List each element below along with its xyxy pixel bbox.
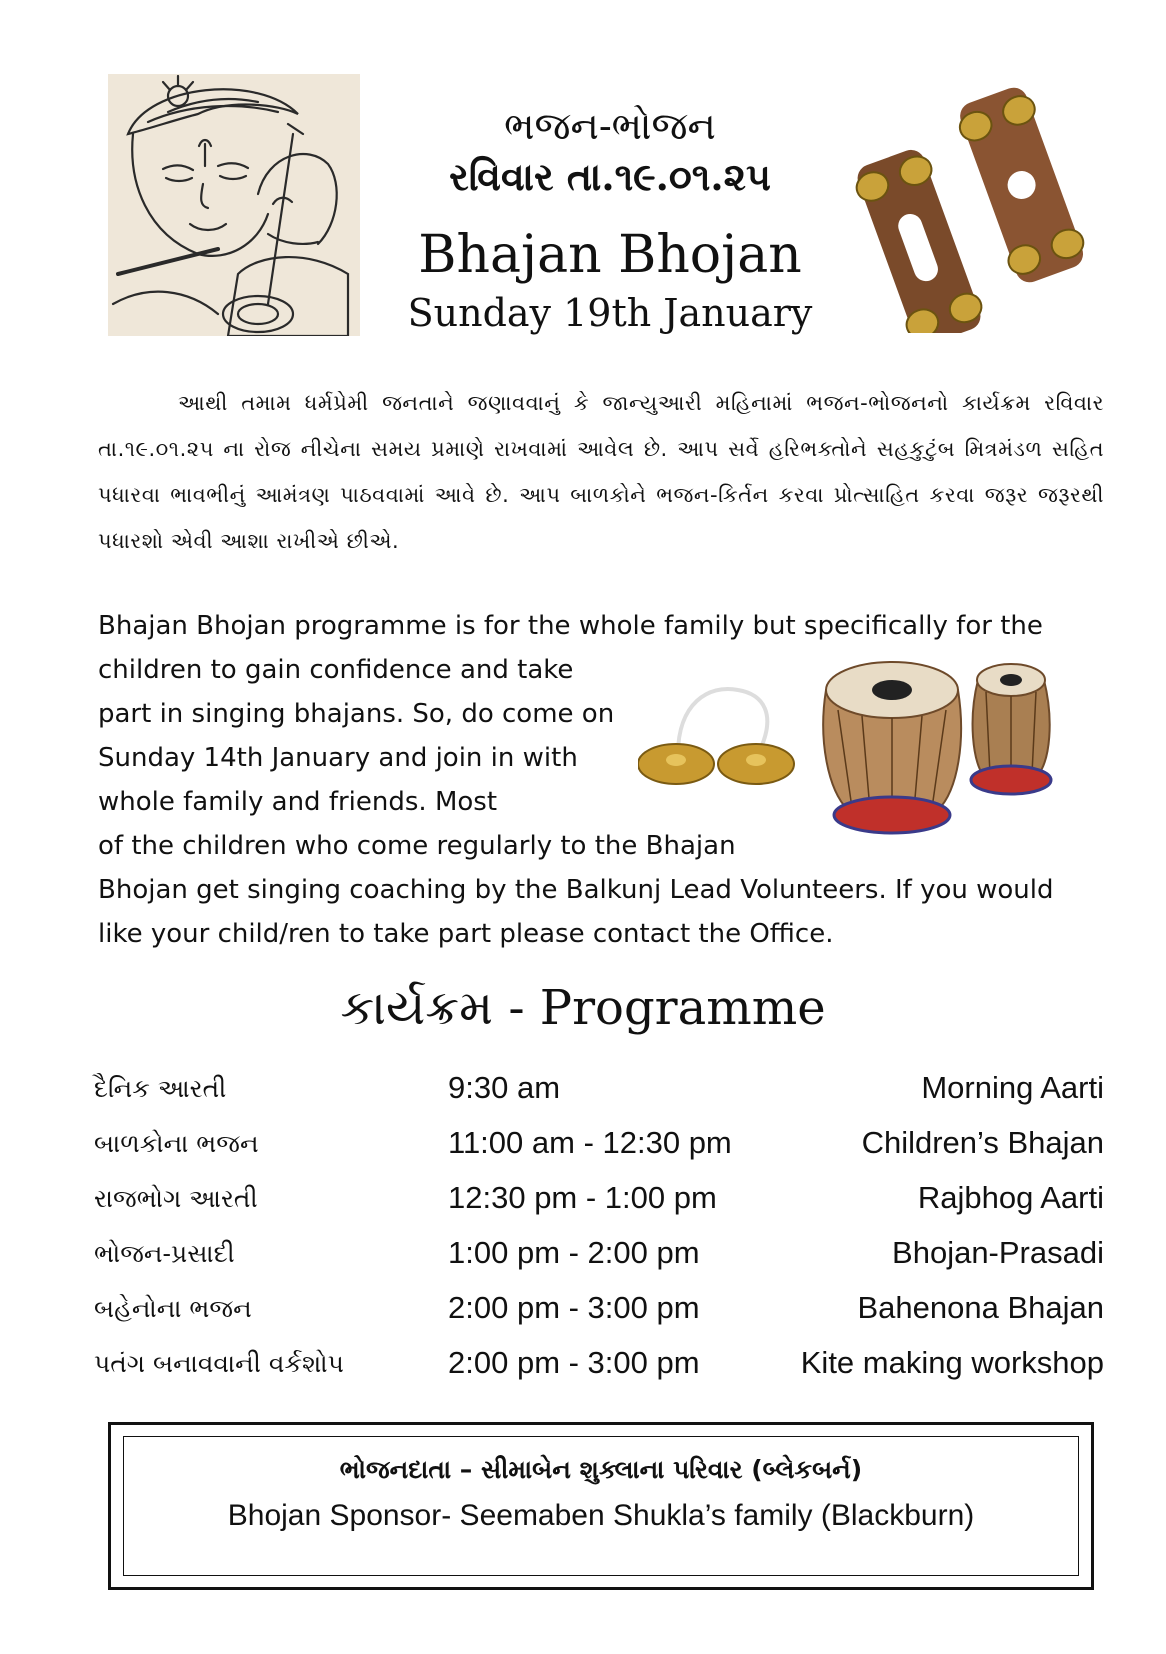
schedule-row [94, 1178, 1104, 1233]
kartal-clappers [848, 78, 1092, 333]
schedule-row [94, 1233, 1104, 1288]
english-date: Sunday 19th January [407, 291, 813, 335]
schedule-gujarati-name: બહેનોના ભજન [94, 1294, 252, 1323]
schedule-time: 11:00 am - 12:30 pm [448, 1125, 732, 1160]
schedule-gujarati-name: રાજભોગ આરતી [94, 1184, 258, 1213]
gujarati-date: રવિવાર તા.૧૯.૦૧.૨૫ [449, 154, 771, 199]
krishna-meera-sketch [108, 74, 360, 336]
sponsor-inner-frame [123, 1436, 1079, 1576]
kartal-illustration [848, 78, 1092, 333]
schedule-time: 2:00 pm - 3:00 pm [448, 1290, 700, 1325]
schedule-time: 2:00 pm - 3:00 pm [448, 1345, 700, 1380]
schedule-english-name: Rajbhog Aarti [917, 1180, 1104, 1215]
programme-schedule [94, 1068, 1104, 1398]
schedule-english-name: Morning Aarti [921, 1070, 1104, 1105]
manjira-cymbals [638, 684, 798, 794]
schedule-gujarati-name: ભોજન-પ્રસાદી [94, 1239, 235, 1268]
schedule-english-name: Kite making workshop [800, 1345, 1104, 1380]
header [380, 100, 840, 338]
schedule-row [94, 1123, 1104, 1178]
english-paragraph-line: like your child/ren to take part please contact the Office. [98, 919, 834, 949]
sponsor-english: Bhojan Sponsor- Seemaben Shukla’s family (Blackburn) [227, 1499, 975, 1532]
schedule-row [94, 1288, 1104, 1343]
schedule-gujarati-name: પતંગ બનાવવાની વર્કશોપ [94, 1349, 344, 1378]
schedule-row [94, 1343, 1104, 1398]
english-paragraph-line: Bhojan get singing coaching by the Balkunj Lead Volunteers. If you would [98, 875, 1054, 905]
english-paragraph-line: of the children who come regularly to the Bhajan [98, 831, 736, 861]
english-paragraph-line: Bhajan Bhojan programme is for the whole family but specifically for the [98, 611, 1043, 641]
schedule-time: 9:30 am [448, 1070, 561, 1105]
manjira-illustration [638, 684, 798, 794]
english-title: Bhajan Bhojan [418, 225, 802, 285]
schedule-time: 12:30 pm - 1:00 pm [448, 1180, 717, 1215]
gujarati-invitation-paragraph: આથી તમામ ધર્મપ્રેમી જનતાને જણાવવાનું કે જાન્યુઆરી મહિનામાં ભજન-ભોજનનો કાર્યક્રમ રવિવાર તા.૧૯.૦૧.૨૫ ના રોજ નીચેના સમય પ્રમાણે રાખવામાં આવેલ છે. આપ સર્વે હરિભક્તોને સહકુટુંબ મિત્રમંડળ સહિત પધારવા ભાવભીનું આમંત્રણ પાઠવવામાં આવે છે. આપ બાળકોને ભજન-કિર્તન કરવા પ્રોત્સાહિત કરવા જરૂર જરૂરથી પધારશો એવી આશા રાખીએ છીએ. [98, 391, 1104, 553]
schedule-gujarati-name: બાળકોના ભજન [94, 1129, 259, 1158]
gujarati-title: ભજન-ભોજન [504, 104, 716, 148]
tabla-drums [818, 650, 1054, 840]
tabla-illustration [818, 650, 1054, 840]
krishna-meera-illustration [108, 74, 360, 336]
english-paragraph-narrow: children to gain confidence and take part in singing bhajans. So, do come on Sunday 14th January and join in with whole family and friends. Most [98, 655, 615, 817]
schedule-time: 1:00 pm - 2:00 pm [448, 1235, 700, 1270]
schedule-row [94, 1068, 1104, 1123]
programme-heading: કાર્યક્રમ - Programme [340, 980, 826, 1036]
sponsor-gujarati: ભોજનદાતા – સીમાબેન શુક્લાના પરિવાર (બ્લેકબર્ન) [339, 1455, 863, 1484]
schedule-english-name: Children’s Bhajan [861, 1125, 1104, 1160]
sponsor-box [108, 1422, 1094, 1590]
schedule-gujarati-name: દૈનિક આરતી [94, 1074, 227, 1103]
schedule-english-name: Bhojan-Prasadi [892, 1235, 1104, 1270]
schedule-english-name: Bahenona Bhajan [857, 1290, 1104, 1325]
